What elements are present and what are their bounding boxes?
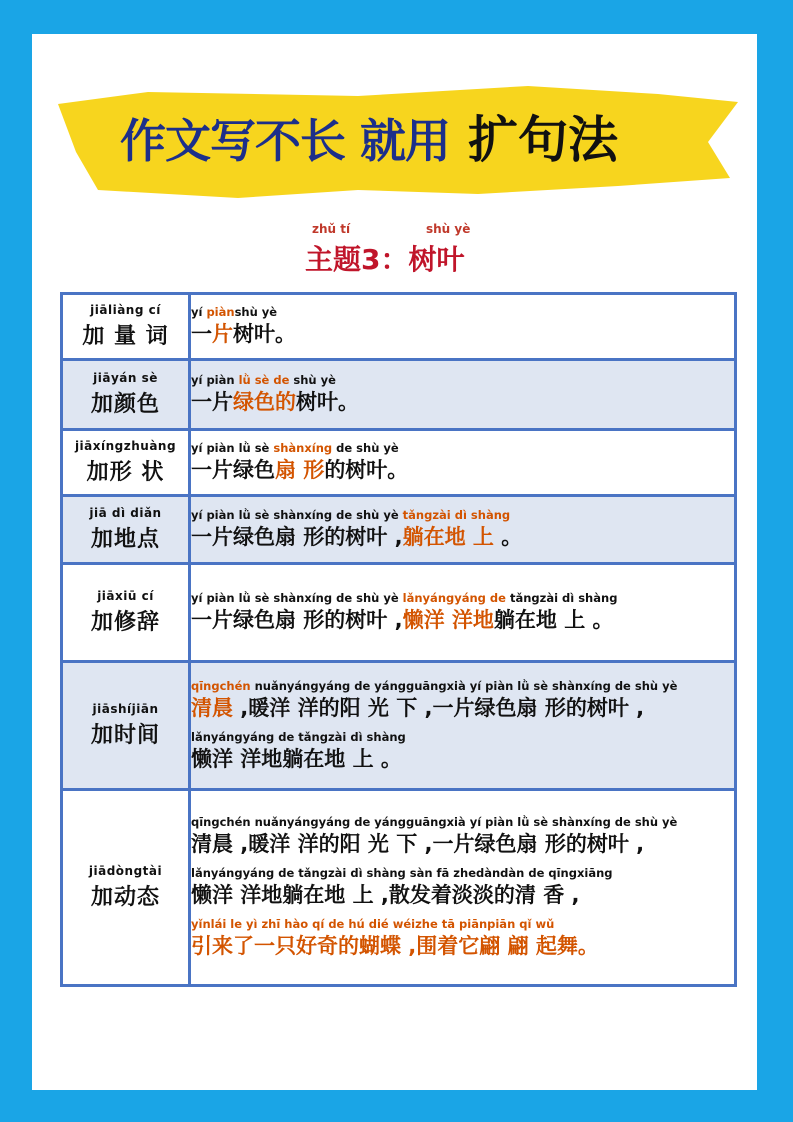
sentence-pinyin: yí piàn lǜ sè de shù yè [191,373,336,387]
table-row [62,790,736,986]
row-label-pinyin: jiāxíngzhuàng [74,439,177,453]
table-row [62,294,736,360]
row-content-cell [190,430,736,496]
sentence-text: 清晨 ,暖洋 洋的阳 光 下 ,一片绿色扇 形的树叶 , [191,695,645,720]
row-content-cell [190,790,736,986]
banner-title-part1: 作文写不长 就用 [120,114,451,168]
row-label: 加修辞 [90,610,160,635]
sentence-text: 引来了一只好奇的蝴蝶 ,围着它翩 翩 起舞。 [191,934,599,958]
row-content-cell [190,496,736,564]
row-content-cell [190,564,736,662]
banner-title-part2: 扩句法 [468,111,619,169]
sentence-pinyin: qīngchén nuǎnyángyáng de yángguāngxià yí piàn lǜ sè shànxíng de shù yè [191,678,678,693]
row-content-cell [190,662,736,790]
row-label-pinyin: jiāyán sè [93,371,158,385]
theme-title: 主题3：树叶 [305,243,465,276]
sentence-text: 一片树叶。 [191,322,296,346]
title-banner [58,82,738,202]
sentence-text: 一片绿色扇 形的树叶 ,躺在地 上 。 [191,525,523,549]
sentence-pinyin: yí piànshù yè [191,305,278,319]
theme-pinyin-2: shù yè [426,222,471,236]
row-label: 加地点 [90,527,160,552]
row-label: 加动态 [90,885,160,910]
row-label-cell [62,564,190,662]
banner-title [120,100,618,172]
sentence-text: 一片绿色的树叶。 [191,390,359,414]
row-content-cell [190,294,736,360]
sentence-text: 清晨 ,暖洋 洋的阳 光 下 ,一片绿色扇 形的树叶 , [191,832,645,856]
sentence-pinyin: qīngchén nuǎnyángyáng de yángguāngxià yí piàn lǜ sè shànxíng de shù yè [191,815,678,829]
sentence-pinyin: yí piàn lǜ sè shànxíng de shù yè [191,441,399,455]
sentence-pinyin: yǐnlái le yì zhī hào qí de hú dié wéizhe tā piānpiān qǐ wǔ [191,917,555,931]
sentence-pinyin: yí piàn lǜ sè shànxíng de shù yè lǎnyángyáng de tǎngzài dì shàng [191,591,618,605]
table-row [62,662,736,790]
sentence-pinyin: yí piàn lǜ sè shànxíng de shù yè tǎngzài dì shàng [191,508,511,522]
sentence-text: 一片绿色扇 形的树叶。 [191,458,409,482]
row-label-cell [62,496,190,564]
row-label: 加时间 [90,723,160,748]
row-label-cell [62,360,190,430]
row-label: 加 量 词 [82,324,169,349]
table-row [62,496,736,564]
row-label: 加形 状 [86,460,165,485]
row-label-pinyin: jiāxiū cí [97,589,154,603]
sentence-text: 懒洋 洋地躺在地 上 。 [191,746,402,771]
row-label-cell [62,662,190,790]
table-row [62,430,736,496]
row-label: 加颜色 [90,392,160,417]
row-label-pinyin: jiāliàng cí [90,303,161,317]
table-row [62,564,736,662]
theme-pinyin-1: zhǔ tí [312,222,351,236]
row-label-pinyin: jiā dì diǎn [89,506,162,520]
sentence-pinyin: lǎnyángyáng de tǎngzài dì shàng sàn fā zhedàndàn de qīngxiāng [191,866,613,880]
sentence-pinyin: lǎnyángyáng de tǎngzài dì shàng [191,729,406,744]
sentence-text: 懒洋 洋地躺在地 上 ,散发着淡淡的清 香 , [191,883,580,907]
expansion-table [60,292,737,987]
row-label-pinyin: jiādòngtài [88,864,163,878]
table-row [62,360,736,430]
row-label-cell [62,430,190,496]
sentence-text: 一片绿色扇 形的树叶 ,懒洋 洋地躺在地 上 。 [191,608,614,632]
row-label-cell [62,790,190,986]
row-content-cell [190,360,736,430]
row-label-cell [62,294,190,360]
row-label-pinyin: jiāshíjiān [92,702,159,716]
